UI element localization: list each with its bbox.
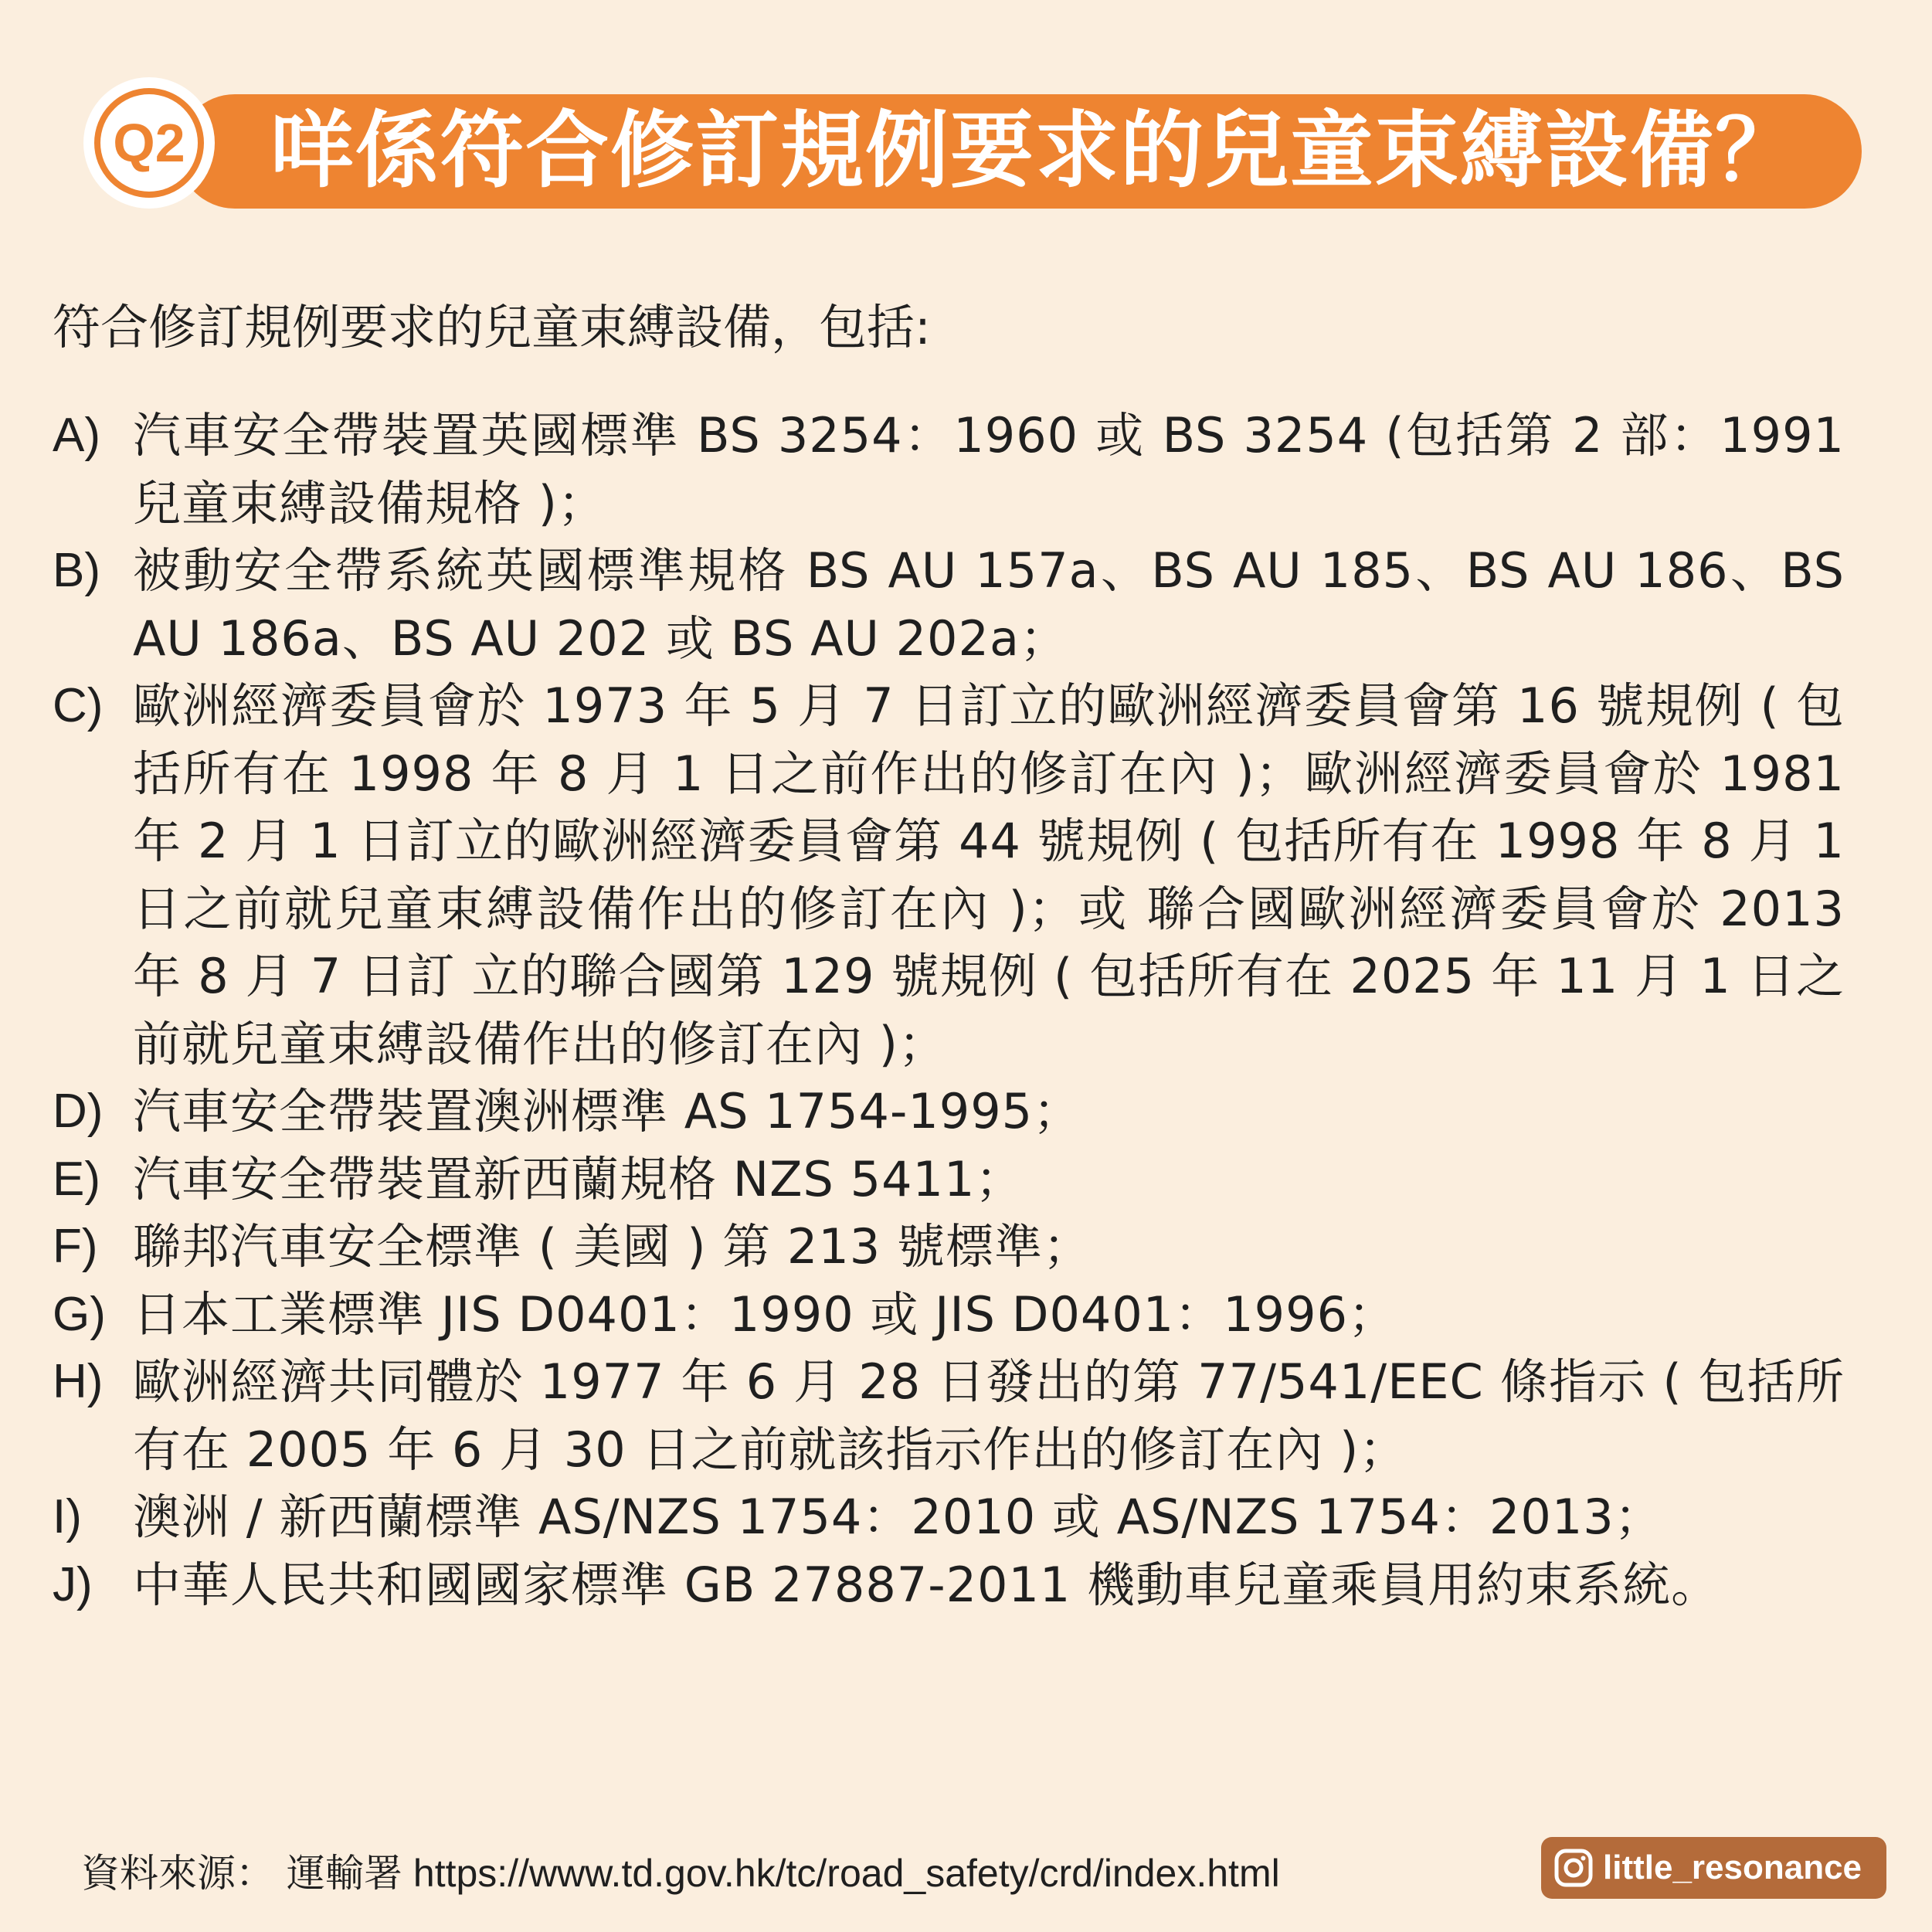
source-label: 資料來源： 運輸署 <box>81 1851 402 1896</box>
source-credit <box>81 1842 1280 1904</box>
list-item-marker: J) <box>53 1557 93 1611</box>
standards-list <box>53 402 1845 1618</box>
list-item-marker: D) <box>53 1085 104 1138</box>
list-item <box>53 537 1845 672</box>
list-item-marker: I) <box>53 1490 82 1543</box>
list-item-text: 聯邦汽車安全標準 ( 美國 ) 第 213 號標準； <box>133 1218 1092 1275</box>
list-item <box>53 1483 1845 1551</box>
list-item-marker: A) <box>53 409 100 462</box>
social-handle-badge[interactable] <box>1541 1837 1886 1899</box>
list-item <box>53 1551 1845 1619</box>
list-item-marker: F) <box>53 1220 98 1273</box>
list-item <box>53 402 1845 537</box>
list-item-text: 被動安全帶系統英國標準規格 BS AU 157a、BS AU 185、BS AU 186、BS AU 186a、BS AU 202 或 BS AU 202a； <box>133 542 1845 667</box>
list-item-text: 歐洲經濟共同體於 1977 年 6 月 28 日發出的第 77/541/EEC 條指示 ( 包括所有在 2005 年 6 月 30 日之前就該指示作出的修訂在內 )； <box>133 1353 1845 1478</box>
intro-text: 符合修訂規例要求的兒童束縛設備，包括: <box>53 299 931 355</box>
list-item <box>53 1146 1845 1214</box>
list-item-marker: E) <box>53 1152 100 1206</box>
list-item-text: 汽車安全帶裝置英國標準 BS 3254：1960 或 BS 3254 (包括第 2 部：1991 兒童束縛設備規格 )； <box>133 407 1845 531</box>
question-badge <box>83 77 215 209</box>
question-badge-circle <box>100 94 198 192</box>
list-item-marker: G) <box>53 1287 106 1341</box>
social-handle-text: little_resonance <box>1603 1849 1862 1886</box>
list-item-text: 日本工業標準 JIS D0401：1990 或 JIS D0401：1996； <box>133 1285 1397 1343</box>
list-item-text: 澳洲 / 新西蘭標準 AS/NZS 1754：2010 或 AS/NZS 1754：2013； <box>133 1489 1663 1545</box>
list-item <box>53 1078 1845 1146</box>
list-item <box>53 1348 1845 1483</box>
list-item <box>53 1281 1845 1349</box>
list-item-marker: C) <box>53 679 104 732</box>
list-item-text: 汽車安全帶裝置澳洲標準 AS 1754-1995； <box>133 1083 1082 1139</box>
list-item <box>53 1213 1845 1281</box>
source-url-link[interactable]: https://www.td.gov.hk/tc/road_safety/crd/index.html <box>413 1852 1280 1895</box>
list-item-text: 中華人民共和國國家標準 GB 27887-2011 機動車兒童乘員用約束系統。 <box>133 1556 1720 1613</box>
page-title: 咩係符合修訂規例要求的兒童束縛設備？ <box>270 103 1801 199</box>
list-item-text: 歐洲經濟委員會於 1973 年 5 月 7 日訂立的歐洲經濟委員會第 16 號規例 ( 包括所有在 1998 年 8 月 1 日之前作出的修訂在內 )；歐洲經濟委員會於 1981 年 2 月 1 日訂立的歐洲經濟委員會第 44 號規例 ( 包括所有在 1998 年 8 月 1 日之前就兒童束縛設備作出的修訂在內 )；或 聯合國歐洲經濟委員會於 2013 年 8 月 7 日訂 立的聯合國第 129 號規例 ( 包括所有在 2025 年 11 月 1 日之前就兒童束縛設備作出的修訂在內 )； <box>133 677 1845 1072</box>
list-item-marker: B) <box>53 544 100 597</box>
question-badge-label: Q2 <box>113 113 185 173</box>
list-item <box>53 672 1845 1078</box>
list-item-text: 汽車安全帶裝置新西蘭規格 NZS 5411； <box>133 1150 1024 1207</box>
instagram-icon <box>1552 1846 1595 1890</box>
list-item-marker: H) <box>53 1355 104 1408</box>
